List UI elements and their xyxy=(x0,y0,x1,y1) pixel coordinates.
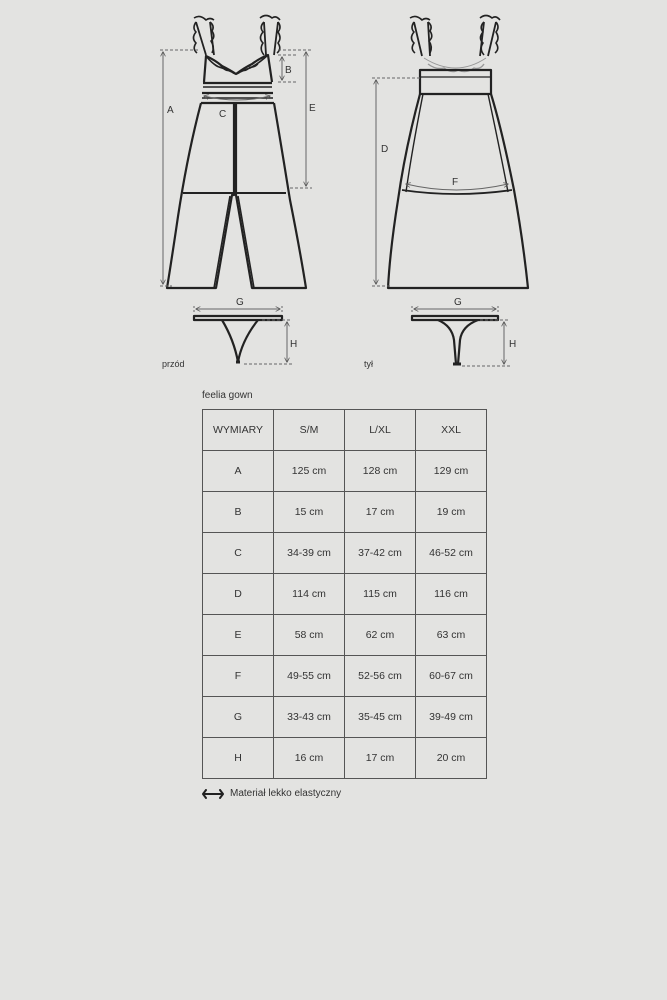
size-value-cell: 17 cm xyxy=(345,492,416,533)
size-value-cell: 129 cm xyxy=(416,451,487,492)
front-thong-guides xyxy=(194,306,292,364)
dim-label-c: C xyxy=(219,109,227,120)
size-value-cell: 16 cm xyxy=(274,738,345,779)
back-gown-drawing xyxy=(388,16,528,289)
dim-label-a: A xyxy=(167,105,174,116)
dim-label-b: B xyxy=(285,65,292,76)
table-row xyxy=(203,738,487,779)
dimension-letter-cell: D xyxy=(203,574,274,615)
table-row xyxy=(203,492,487,533)
table-row xyxy=(203,615,487,656)
size-value-cell: 17 cm xyxy=(345,738,416,779)
table-row xyxy=(203,574,487,615)
product-name: feelia gown xyxy=(202,390,253,401)
size-value-cell: 15 cm xyxy=(274,492,345,533)
size-value-cell: 46-52 cm xyxy=(416,533,487,574)
dimension-letter-cell: B xyxy=(203,492,274,533)
dimension-letter-cell: G xyxy=(203,697,274,738)
size-value-cell: 52-56 cm xyxy=(345,656,416,697)
front-thong-drawing xyxy=(194,316,282,362)
dimension-letter-cell: F xyxy=(203,656,274,697)
size-value-cell: 35-45 cm xyxy=(345,697,416,738)
back-dimension-guides xyxy=(372,78,508,286)
legend xyxy=(202,788,341,799)
dim-label-g-front: G xyxy=(236,297,244,308)
table-row xyxy=(203,697,487,738)
size-value-cell: 125 cm xyxy=(274,451,345,492)
table-row xyxy=(203,533,487,574)
size-value-cell: 19 cm xyxy=(416,492,487,533)
size-value-cell: 34-39 cm xyxy=(274,533,345,574)
dim-label-d: D xyxy=(381,144,389,155)
size-value-cell: 37-42 cm xyxy=(345,533,416,574)
size-value-cell: 115 cm xyxy=(345,574,416,615)
size-table xyxy=(202,409,487,779)
dimension-letter-cell: A xyxy=(203,451,274,492)
size-value-cell: 58 cm xyxy=(274,615,345,656)
size-value-cell: 60-67 cm xyxy=(416,656,487,697)
dimension-letter-cell: C xyxy=(203,533,274,574)
size-value-cell: 33-43 cm xyxy=(274,697,345,738)
dim-label-f: F xyxy=(452,177,459,188)
front-view-label: przód xyxy=(162,359,185,369)
size-value-cell: 114 cm xyxy=(274,574,345,615)
size-value-cell: 63 cm xyxy=(416,615,487,656)
size-value-cell: 128 cm xyxy=(345,451,416,492)
size-diagram xyxy=(0,0,667,380)
size-value-cell: 39-49 cm xyxy=(416,697,487,738)
size-value-cell: 62 cm xyxy=(345,615,416,656)
dimension-letter-cell: E xyxy=(203,615,274,656)
dimension-letter-cell: H xyxy=(203,738,274,779)
size-value-cell: 116 cm xyxy=(416,574,487,615)
header-cell: S/M xyxy=(274,410,345,451)
header-cell: L/XL xyxy=(345,410,416,451)
header-cell: XXL xyxy=(416,410,487,451)
dim-label-e: E xyxy=(309,103,316,114)
front-gown-drawing xyxy=(167,16,306,289)
size-value-cell: 49-55 cm xyxy=(274,656,345,697)
table-row xyxy=(203,656,487,697)
back-view-label: tył xyxy=(364,359,373,369)
legend-text: Materiał lekko elastyczny xyxy=(230,788,342,799)
size-value-cell: 20 cm xyxy=(416,738,487,779)
table-row xyxy=(203,451,487,492)
dim-label-g-back: G xyxy=(454,297,462,308)
table-header-row xyxy=(203,410,487,451)
back-thong-drawing xyxy=(412,316,498,364)
header-cell: WYMIARY xyxy=(203,410,274,451)
elastic-arrow-icon xyxy=(202,789,224,799)
dim-label-h-back: H xyxy=(509,339,517,350)
dim-label-h-front: H xyxy=(290,339,298,350)
